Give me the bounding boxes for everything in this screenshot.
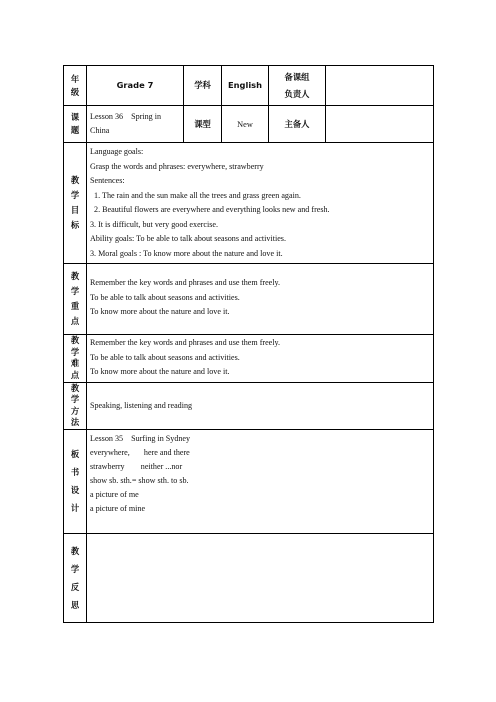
difficulties-line: To know more about the nature and love it. — [90, 367, 230, 376]
board-row — [64, 429, 434, 533]
grade-label: 年 级 — [64, 66, 87, 106]
goals-line: 3. Moral goals : To know more about the nature and love it. — [90, 248, 283, 258]
preparer-label: 主备人 — [269, 106, 326, 143]
topic-row — [64, 106, 434, 143]
key-points-row — [64, 264, 434, 335]
methods-content: Speaking, listening and reading — [87, 382, 434, 429]
board-content — [87, 429, 434, 533]
key-points-line: To be able to talk about seasons and activities. — [90, 292, 240, 302]
goals-line: Sentences: — [90, 176, 125, 185]
reflection-content — [87, 533, 434, 622]
key-points-content — [87, 264, 434, 335]
board-line: everywhere, here and there — [90, 447, 190, 457]
goals-line: Language goals: — [90, 147, 144, 156]
lesson-plan-table — [63, 65, 434, 623]
reflection-row — [64, 533, 434, 622]
subject-value: English — [222, 66, 269, 106]
header-row — [64, 66, 434, 106]
board-line: Lesson 35 Surfing in Sydney — [90, 433, 191, 443]
board-line: strawberry neither ...nor — [90, 461, 183, 471]
topic-label: 课 题 — [64, 106, 87, 143]
methods-label: 教 学 方 法 — [64, 382, 87, 429]
goals-row — [64, 143, 434, 264]
board-line: show sb. sth.= show sth. to sb. — [90, 475, 189, 485]
group-head-value — [326, 66, 434, 106]
goals-line: 2. Beautiful flowers are everywhere and everything looks new and fresh. — [90, 205, 330, 214]
goals-line: Grasp the words and phrases: everywhere, strawberry — [90, 161, 264, 171]
topic-value: Lesson 36 Spring in China — [87, 106, 184, 143]
preparer-value — [326, 106, 434, 143]
type-label: 课型 — [184, 106, 222, 143]
goals-label: 教 学 目 标 — [64, 143, 87, 264]
goals-line: 1. The rain and the sun make all the trees and grass green again. — [90, 190, 301, 200]
difficulties-line: To be able to talk about seasons and activities. — [90, 352, 240, 362]
key-points-line: Remember the key words and phrases and use them freely. — [90, 278, 281, 287]
type-value: New — [222, 106, 269, 143]
goals-content — [87, 143, 434, 264]
board-label: 板 书 设 计 — [64, 429, 87, 533]
group-head-label: 备课组 负责人 — [269, 66, 326, 106]
difficulties-line: Remember the key words and phrases and use them freely. — [90, 338, 281, 347]
board-line: a picture of mine — [90, 503, 146, 513]
goals-line: 3. It is difficult, but very good exercise. — [90, 219, 218, 229]
difficulties-row — [64, 335, 434, 383]
difficulties-content — [87, 335, 434, 383]
reflection-label: 教 学 反 思 — [64, 533, 87, 622]
subject-label: 学科 — [184, 66, 222, 106]
grade-value: Grade 7 — [87, 66, 184, 106]
board-line: a picture of me — [90, 489, 139, 499]
goals-line: Ability goals: To be able to talk about seasons and activities. — [90, 234, 286, 243]
difficulties-label: 教 学 难 点 — [64, 335, 87, 383]
key-points-label: 教 学 重 点 — [64, 264, 87, 335]
methods-row — [64, 382, 434, 429]
key-points-line: To know more about the nature and love it. — [90, 307, 230, 316]
